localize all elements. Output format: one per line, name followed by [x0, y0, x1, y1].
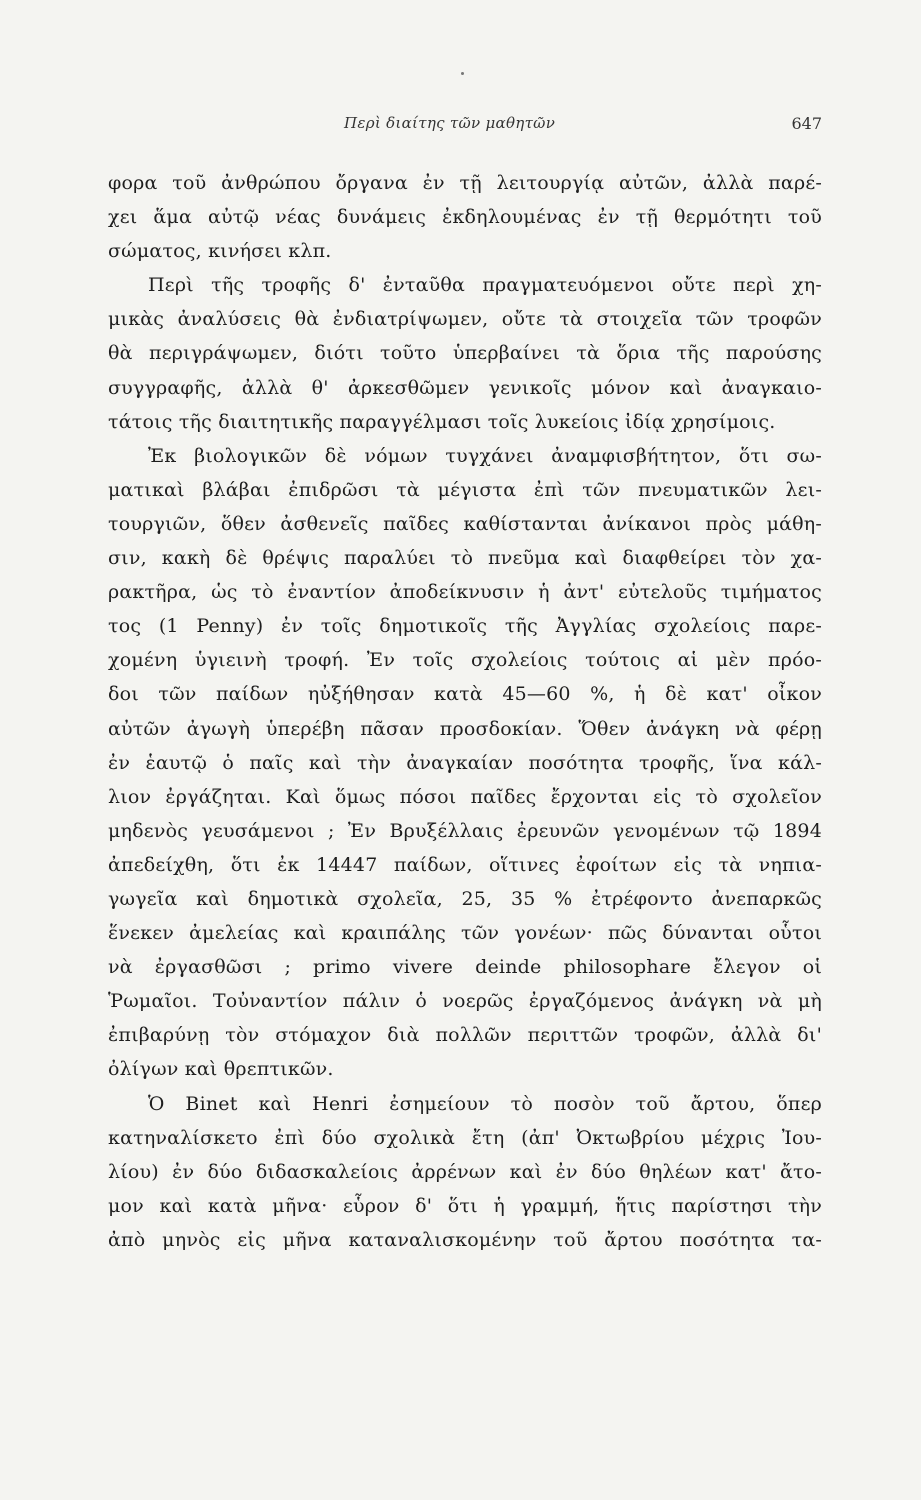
text-line: Ῥωμαῖοι. Τοὐναντίον πάλιν ὁ νοερῶς ἐργαζόμενος ἀνάγκη νὰ μὴ [108, 990, 822, 1013]
page-header [108, 114, 822, 142]
page-number: 647 [791, 114, 822, 133]
text-line: λίου) ἐν δύο διδασκαλείοις ἀρρένων καὶ ἐν δύο θηλέων κατ' ἄτο- [108, 1160, 822, 1183]
text-line: γωγεῖα καὶ δημοτικὰ σχολεῖα, 25, 35 % ἐτρέφοντο ἀνεπαρκῶς [108, 887, 822, 910]
text-line: ἐν ἑαυτῷ ὁ παῖς καὶ τὴν ἀναγκαίαν ποσότητα τροφῆς, ἵνα κάλ- [108, 751, 822, 774]
text-line: λιον ἐργάζηται. Καὶ ὅμως πόσοι παῖδες ἔρχονται εἰς τὸ σχολεῖον [108, 785, 822, 808]
text-line: συγγραφῆς, ἀλλὰ θ' ἀρκεσθῶμεν γενικοῖς μόνον καὶ ἀναγκαιο- [108, 376, 822, 399]
running-title: Περὶ διαίτης τῶν μαθητῶν [344, 114, 556, 132]
text-line: αὐτῶν ἀγωγὴ ὑπερέβη πᾶσαν προσδοκίαν. Ὅθεν ἀνάγκη νὰ φέρῃ [108, 717, 822, 740]
text-line: ἀπεδείχθη, ὅτι ἐκ 14447 παίδων, οἵτινες ἐφοίτων εἰς τὰ νηπια- [108, 853, 822, 876]
body-text [108, 166, 822, 1257]
text-line: δοι τῶν παίδων ηὐξήθησαν κατὰ 45—60 %, ἡ δὲ κατ' οἶκον [108, 683, 822, 706]
text-line: φορα τοῦ ἀνθρώπου ὄργανα ἐν τῇ λειτουργίᾳ αὐτῶν, ἀλλὰ παρέ- [108, 172, 822, 194]
text-line: μον καὶ κατὰ μῆνα· εὗρον δ' ὅτι ἡ γραμμή, ἥτις παρίστησι τὴν [108, 1194, 822, 1217]
text-line: ἕνεκεν ἀμελείας καὶ κραιπάλης τῶν γονέων· πῶς δύνανται οὗτοι [108, 922, 822, 945]
text-line: κατηναλίσκετο ἐπὶ δύο σχολικὰ ἔτη (ἀπ' Ὀκτωβρίου μέχρις Ἰου- [108, 1126, 822, 1149]
text-line: Ἐκ βιολογικῶν δὲ νόμων τυγχάνει ἀναμφισβήτητον, ὅτι σω- [148, 444, 822, 467]
text-line: ρακτῆρα, ὡς τὸ ἐναντίον ἀποδείκνυσιν ἡ ἀντ' εὐτελοῦς τιμήματος [108, 581, 822, 604]
text-line: νὰ ἐργασθῶσι ; primo vivere deinde philosophare ἔλεγον οἱ [108, 956, 822, 979]
text-line: τάτοις τῆς διαιτητικῆς παραγγέλμασι τοῖς λυκείοις ἰδίᾳ χρησίμοις. [108, 410, 776, 433]
text-line: τουργιῶν, ὅθεν ἀσθενεῖς παῖδες καθίστανται ἀνίκανοι πρὸς μάθη- [108, 512, 822, 535]
text-line: ὀλίγων καὶ θρεπτικῶν. [108, 1058, 334, 1081]
text-line: τος (1 Penny) ἐν τοῖς δημοτικοῖς τῆς Ἀγγλίας σχολείοις παρε- [108, 615, 822, 638]
text-line: ἀπὸ μηνὸς εἰς μῆνα καταναλισκομένην τοῦ ἄρτου ποσότητα τα- [108, 1228, 822, 1251]
text-line: χομένη ὑγιεινὴ τροφή. Ἐν τοῖς σχολείοις τούτοις αἱ μὲν πρόο- [108, 649, 822, 672]
text-line: Περὶ τῆς τροφῆς δ' ἐνταῦθα πραγματευόμενοι οὔτε περὶ χη- [148, 274, 822, 297]
text-line: Ὁ Binet καὶ Henri ἐσημείουν τὸ ποσὸν τοῦ ἄρτου, ὅπερ [148, 1092, 822, 1115]
paper-speck [461, 72, 464, 75]
text-line: χει ἅμα αὐτῷ νέας δυνάμεις ἐκδηλουμένας ἐν τῇ θερμότητι τοῦ [108, 206, 822, 229]
text-line: σιν, κακὴ δὲ θρέψις παραλύει τὸ πνεῦμα καὶ διαφθείρει τὸν χα- [108, 547, 822, 570]
text-line: ἐπιβαρύνῃ τὸν στόμαχον διὰ πολλῶν περιττῶν τροφῶν, ἀλλὰ δι' [108, 1024, 822, 1047]
text-line: θὰ περιγράψωμεν, διότι τοῦτο ὑπερβαίνει τὰ ὅρια τῆς παρούσης [108, 342, 822, 365]
text-line: μικὰς ἀναλύσεις θὰ ἐνδιατρίψωμεν, οὔτε τὰ στοιχεῖα τῶν τροφῶν [108, 308, 822, 331]
text-line: σώματος, κινήσει κλπ. [108, 240, 332, 263]
text-line: ματικαὶ βλάβαι ἐπιδρῶσι τὰ μέγιστα ἐπὶ τῶν πνευματικῶν λει- [108, 478, 822, 501]
text-line: μηδενὸς γευσάμενοι ; Ἐν Βρυξέλλαις ἐρευνῶν γενομένων τῷ 1894 [108, 819, 822, 842]
